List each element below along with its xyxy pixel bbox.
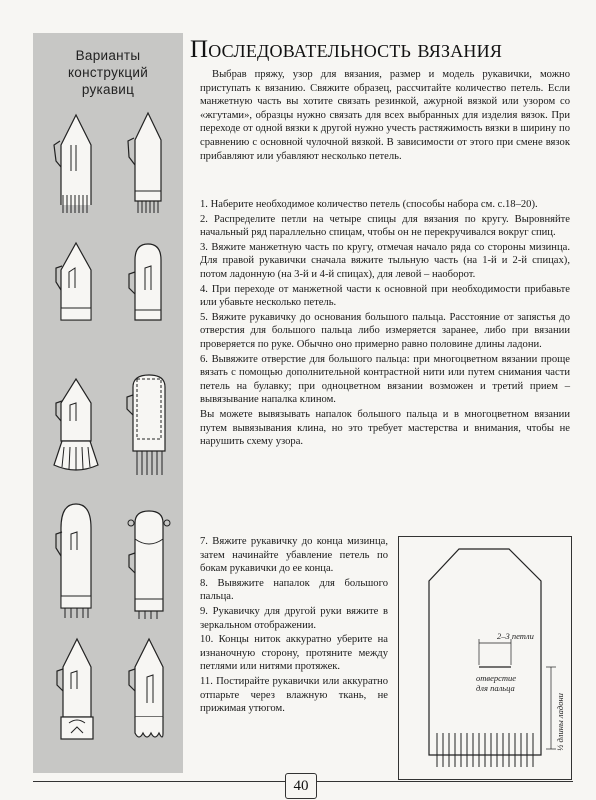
knitting-steps-continued [200, 535, 388, 717]
sidebar-title-line: Варианты [75, 48, 141, 63]
mitten-illustration-pointed-fringe [51, 105, 101, 215]
step-paragraph: 5. Вяжите рукавичку до основания большого пальца. Расстояние от запястья до отверстия для большого пальца либо измеряется заранее, либо при вязании проверяется по руке. Обычно оно примерно равно половине длины ладони. [200, 311, 570, 350]
page-number: 40 [285, 773, 317, 799]
mitten-illustration-pointed-tassel [123, 105, 173, 215]
sidebar-title-line: конструкций [67, 65, 149, 80]
hole-label-line2: для пальца [476, 683, 515, 693]
loops-label: 2–3 петли [497, 631, 534, 641]
sidebar-title-line: рукавиц [81, 82, 135, 97]
intro-paragraph: Выбрав пряжу, узор для вязания, размер и модель рукавички, можно приступать к вязанию. Свяжите образец, рассчитайте количество петель. Если манжетную часть вы хотите связать резинкой, ажурной вязкой или узором со «жгутами», образцы нужно связать для всех выбранных для изделия вязок. При переходе от одной вязки к другой нужно учесть растяжимость вязки в ширину по сравнению с основной чулочной вязкой. В зависимости от этого при смене вязок прибавляют или убавляют несколько петель. [200, 69, 570, 162]
mitten-illustration-long-cuff [51, 498, 101, 623]
hole-label-line1: отверстие [476, 673, 517, 683]
mitten-outline [429, 549, 541, 755]
mitten-illustration-rounded [123, 238, 173, 328]
step-paragraph: 4. При переходе от манжетной части к основной при необходимости прибавьте или убавьте несколько петель. [200, 283, 570, 309]
mitten-illustration-patterned-fringe [121, 371, 177, 483]
step-paragraph: 7. Вяжите рукавичку до конца мизинца, затем начинайте убавление петель по бокам рукавички до ее конца. [200, 536, 388, 575]
mitten-illustration-classic [51, 238, 101, 328]
fringe [437, 733, 533, 767]
step-paragraph: 2. Распределите петли на четыре спицы для вязания по кругу. Выровняйте начальный ряд параллельно спицам, чтобы он не перекручивался вокруг спиц. [200, 213, 570, 239]
step-paragraph: 9. Рукавичку для другой руки вяжите в зеркальном отображении. [200, 605, 388, 631]
mitten-variants-sidebar [33, 33, 183, 773]
step-paragraph: 3. Вяжите манжетную часть по кругу, отмечая начало ряда со стороны мизинца. Для правой рукавички сначала вяжите тыльную часть (на 1-й и 2-й спицах), потом ладонную (на 3-й и 4-й спицах), для левой – наоборот. [200, 241, 570, 280]
knitting-steps [200, 198, 570, 450]
palm-label: ½ длины ладони [555, 693, 565, 751]
step-paragraph: 10. Концы ниток аккуратно уберите на изнаночную сторону, протяните между петлями или нитями протяжек. [200, 634, 388, 673]
mitten-schematic [399, 537, 571, 779]
mitten-illustration-scalloped-cuff [123, 633, 175, 751]
step-paragraph: 11. Постирайте рукавички или аккуратно отпарьте через влажную ткань, не прижимая утюгом. [200, 675, 388, 715]
mitten-illustration-bow-cuff [51, 633, 103, 751]
step-paragraph: Вы можете вывязывать напалок большого пальца и в многоцветном вязании путем вывязывания клина, но это требует мастерства и внимания, чтобы не нарушить схему узора. [200, 408, 570, 448]
mitten-illustration-decorated-cuff [121, 503, 177, 623]
step-paragraph: 8. Вывяжите напалок для большого пальца. [200, 577, 388, 603]
step-paragraph: 6. Вывяжите отверстие для большого пальца: при многоцветном вязании проще вязать с помощью дополнительной контрастной нити или путем снимания части петель на булавку; при одноцветном вязании возможен и третий прием – вывязывание напалка клином. [200, 353, 570, 406]
step-paragraph: 1. Наберите необходимое количество петель (способы набора см. с.18–20). [200, 199, 538, 210]
mitten-schematic-diagram [398, 536, 572, 780]
sidebar-title [33, 47, 183, 98]
page-title: Последовательность вязания [190, 36, 503, 63]
mitten-illustration-flared-cuff [48, 373, 104, 483]
